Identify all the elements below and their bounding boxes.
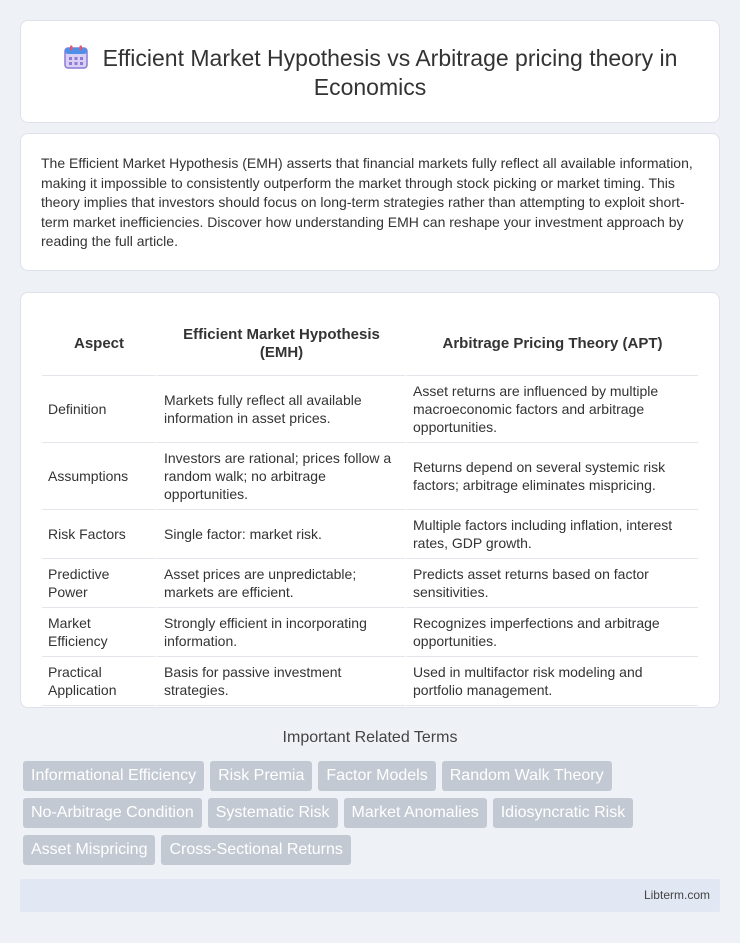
- page-title: [21, 44, 719, 102]
- intro-paragraph: The Efficient Market Hypothesis (EMH) asserts that financial markets fully reflect all available information, making it impossible to consistently outperform the market through stock picking or market timing. This theory implies that investors should focus on long-term strategies rather than attempting to exploit short-term market inefficiencies. Discover how understanding EMH can reshape your investment approach by reading the full article.: [41, 155, 693, 250]
- table-row: [42, 657, 698, 706]
- table-row: [42, 559, 698, 608]
- title-card: [20, 20, 720, 123]
- related-term-tag[interactable]: Cross-Sectional Returns: [161, 835, 350, 865]
- table-row: [42, 376, 698, 443]
- footer: [20, 879, 720, 912]
- related-term-tag[interactable]: Random Walk Theory: [442, 761, 612, 791]
- footer-brand-link[interactable]: Libterm.com: [643, 888, 710, 902]
- related-term-tag[interactable]: Risk Premia: [210, 761, 312, 791]
- comparison-table: [42, 313, 698, 706]
- header-emh: Efficient Market Hypothesis (EMH): [156, 313, 405, 376]
- header-aspect: Aspect: [42, 313, 156, 376]
- cell-emh: Single factor: market risk.: [156, 510, 405, 559]
- cell-apt: Asset returns are influenced by multiple macroeconomic factors and arbitrage opportunities.: [405, 376, 698, 443]
- cell-apt: Recognizes imperfections and arbitrage opportunities.: [405, 608, 698, 657]
- comparison-card: [20, 292, 720, 708]
- cell-aspect: Practical Application: [42, 657, 156, 706]
- related-terms-list: [23, 761, 723, 865]
- cell-aspect: Definition: [42, 376, 156, 443]
- cell-apt: Predicts asset returns based on factor sensitivities.: [405, 559, 698, 608]
- cell-apt: Used in multifactor risk modeling and portfolio management.: [405, 657, 698, 706]
- related-term-tag[interactable]: Idiosyncratic Risk: [493, 798, 633, 828]
- intro-card: [20, 133, 720, 271]
- header-apt: Arbitrage Pricing Theory (APT): [405, 313, 698, 376]
- cell-apt: Multiple factors including inflation, interest rates, GDP growth.: [405, 510, 698, 559]
- cell-aspect: Predictive Power: [42, 559, 156, 608]
- related-term-tag[interactable]: No-Arbitrage Condition: [23, 798, 202, 828]
- page-title-text: Efficient Market Hypothesis vs Arbitrage pricing theory in Economics: [102, 45, 678, 100]
- table-row: [42, 510, 698, 559]
- related-term-tag[interactable]: Asset Mispricing: [23, 835, 155, 865]
- related-term-tag[interactable]: Informational Efficiency: [23, 761, 204, 791]
- cell-emh: Asset prices are unpredictable; markets are efficient.: [156, 559, 405, 608]
- table-row: [42, 608, 698, 657]
- cell-emh: Investors are rational; prices follow a random walk; no arbitrage opportunities.: [156, 443, 405, 510]
- related-term-tag[interactable]: Factor Models: [318, 761, 435, 791]
- cell-aspect: Assumptions: [42, 443, 156, 510]
- cell-emh: Strongly efficient in incorporating information.: [156, 608, 405, 657]
- table-row: [42, 443, 698, 510]
- cell-apt: Returns depend on several systemic risk factors; arbitrage eliminates mispricing.: [405, 443, 698, 510]
- cell-emh: Markets fully reflect all available information in asset prices.: [156, 376, 405, 443]
- cell-emh: Basis for passive investment strategies.: [156, 657, 405, 706]
- related-term-tag[interactable]: Market Anomalies: [344, 798, 487, 828]
- related-terms-title: Important Related Terms: [282, 729, 458, 746]
- related-term-tag[interactable]: Systematic Risk: [208, 798, 338, 828]
- table-header-row: [42, 313, 698, 376]
- cell-aspect: Market Efficiency: [42, 608, 156, 657]
- cell-aspect: Risk Factors: [42, 510, 156, 559]
- calendar-icon: [63, 44, 89, 70]
